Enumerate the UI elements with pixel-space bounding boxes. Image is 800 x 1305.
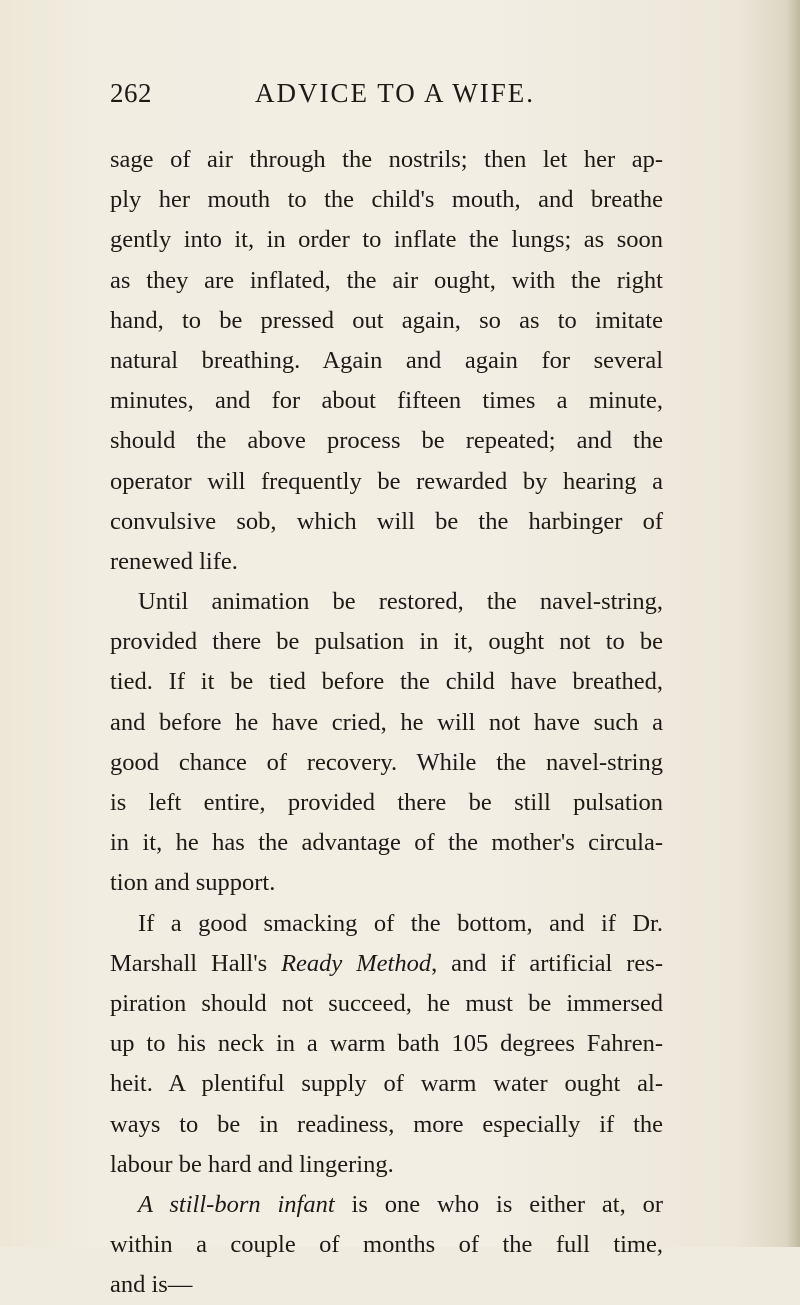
text-line-12: Until animation be restored, the navel-string,	[138, 588, 663, 616]
text-line-29: and is—	[110, 1271, 193, 1299]
text-line-1: sage of air through the nostrils; then let her ap-	[110, 146, 663, 173]
text-line-8: should the above process be repeated; and the	[110, 427, 663, 455]
text-line-13: provided there be pulsation in it, ought not to be	[110, 628, 663, 656]
ready-method-title: Ready Method	[281, 949, 432, 977]
running-head: ADVICE TO A WIFE.	[255, 78, 536, 108]
text-line-23: up to his neck in a warm bath 105 degrees Fahren-	[110, 1030, 663, 1058]
text-line-28: within a couple of months of the full time,	[110, 1231, 663, 1259]
still-born-infant-term: A still-born infant	[138, 1190, 335, 1218]
page-number: 262	[110, 78, 152, 108]
body-text	[110, 140, 663, 1305]
text-line-4: as they are inflated, the air ought, with the right	[110, 266, 663, 294]
text-line-22: piration should not succeed, he must be immersed	[110, 989, 663, 1017]
text-line-26: labour be hard and lingering.	[110, 1150, 394, 1178]
text-line-25: ways to be in readiness, more especially if the	[110, 1110, 663, 1138]
text-line-27-b: is one who is either at, or	[334, 1190, 663, 1218]
page-header	[110, 78, 660, 118]
text-line-21-a: Marshall Hall's	[110, 949, 282, 977]
text-line-5: hand, to be pressed out again, so as to imitate	[110, 306, 663, 334]
text-line-14: tied. If it be tied before the child have breathed,	[110, 668, 663, 696]
text-line-24: heit. A plentiful supply of warm water ought al-	[110, 1070, 663, 1098]
text-line-21	[110, 944, 663, 984]
text-line-18: in it, he has the advantage of the mother's circula-	[110, 829, 663, 857]
text-line-6: natural breathing. Again and again for several	[110, 346, 663, 374]
text-line-16: good chance of recovery. While the navel-string	[110, 748, 663, 776]
text-line-3: gently into it, in order to inflate the lungs; as soon	[110, 226, 663, 254]
text-line-27	[110, 1185, 663, 1225]
text-line-19: tion and support.	[110, 869, 276, 897]
text-line-20: If a good smacking of the bottom, and if Dr.	[138, 909, 663, 937]
text-line-15: and before he have cried, he will not have such a	[110, 708, 663, 736]
text-line-11: renewed life.	[110, 547, 238, 575]
text-line-9: operator will frequently be rewarded by hearing a	[110, 467, 663, 495]
text-line-2: ply her mouth to the child's mouth, and breathe	[110, 186, 663, 214]
text-line-17: is left entire, provided there be still pulsation	[110, 789, 663, 816]
page-edge-shadow	[786, 0, 800, 1247]
text-line-10: convulsive sob, which will be the harbinger of	[110, 507, 663, 535]
text-line-21-b: , and if artificial res-	[431, 949, 663, 977]
text-line-7: minutes, and for about fifteen times a minute,	[110, 387, 663, 415]
